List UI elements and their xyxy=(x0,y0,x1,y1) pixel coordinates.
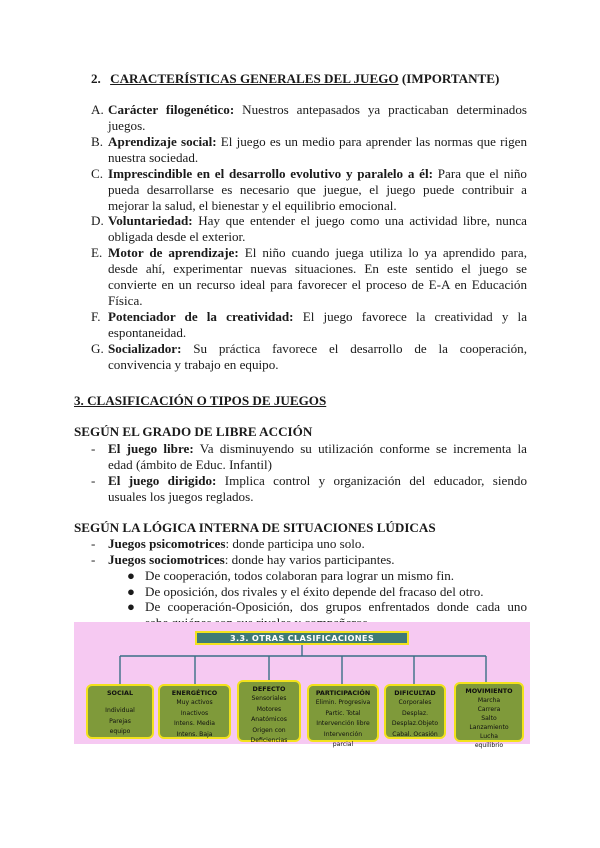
item-line: El juego favorece la creatividad y la xyxy=(293,308,528,324)
item-marker: F. xyxy=(91,308,101,324)
box-line: Intens. Baja xyxy=(176,730,213,738)
box-line: equipo xyxy=(109,728,131,735)
box-line: Anatómicos xyxy=(251,716,287,723)
diagram-box-energetico xyxy=(158,684,231,739)
item-marker: G. xyxy=(91,340,104,356)
item-marker: - xyxy=(91,441,96,456)
item-line: : donde participa uno solo. xyxy=(225,536,365,551)
item-line: convivencia y trabajo en equipo. xyxy=(108,356,279,372)
box-line: Corporales xyxy=(398,699,432,706)
box-line: Sensoriales xyxy=(251,695,287,702)
item-term: El juego libre: xyxy=(108,441,194,456)
item-line: El juego es un medio para aprender las normas que rigen xyxy=(216,133,527,149)
item-term: Socializador: xyxy=(108,340,182,356)
item-term: El juego dirigido: xyxy=(108,472,217,488)
box-line: Desplaz.Objeto xyxy=(391,720,439,727)
section-2-title: CARACTERÍSTICAS GENERALES DEL JUEGO xyxy=(110,71,399,86)
box-line: Elimin. Progresiva xyxy=(315,699,371,706)
box-line: Origen con xyxy=(252,726,286,734)
box-line: Salto xyxy=(481,715,497,722)
diagram-title: 3.3. OTRAS CLASIFICACIONES xyxy=(195,631,409,645)
item-line: Implica control y organización del educador, siendo xyxy=(216,472,527,488)
box-line: Marcha xyxy=(477,697,501,704)
item-term: Potenciador de la creatividad: xyxy=(108,308,294,324)
item-term: Carácter filogenético: xyxy=(108,102,235,117)
box-line: Deficiencias xyxy=(250,737,288,744)
item-line: juegos. xyxy=(108,118,146,133)
item-line: desde ahí, experimentar nuevas situaciones. En este sentido el juego se xyxy=(108,261,527,277)
diagram-box-dificultad xyxy=(384,684,446,739)
section-3-title: 3. CLASIFICACIÓN O TIPOS DE JUEGOS xyxy=(74,393,327,408)
item-line: Para que el niño xyxy=(433,165,527,181)
box-line: Intens. Media xyxy=(173,720,215,727)
diagram-box-defecto xyxy=(237,680,301,742)
section-2-heading xyxy=(91,71,531,87)
box-heading: DIFICULTAD xyxy=(394,689,436,697)
sub2-heading: SEGÚN LA LÓGICA INTERNA DE SITUACIONES LÚDICAS xyxy=(74,520,436,535)
box-line: Cabal. Ocasión xyxy=(392,730,438,738)
item-line: Va disminuyendo su utilización conforme se incrementa la xyxy=(193,441,527,456)
item-term: Juegos sociomotrices xyxy=(108,551,225,567)
box-heading: ENERGÉTICO xyxy=(171,689,218,697)
box-line: Partic. Total xyxy=(325,709,361,717)
item-marker: - xyxy=(91,536,96,551)
section-2-note: (IMPORTANTE) xyxy=(398,71,500,86)
diagram-box-movimiento xyxy=(454,682,524,749)
item-line: pueda desarrollarse es necesario que juegue, el juego puede contribuir a xyxy=(108,181,527,197)
item-line: nuestra sociedad. xyxy=(108,149,199,165)
item-line: De cooperación-Oposición, dos grupos enfrentados donde cada uno xyxy=(145,599,527,615)
box-heading: SOCIAL xyxy=(106,689,134,697)
item-line: usuales los juegos reglados. xyxy=(108,488,254,504)
item-marker: - xyxy=(91,551,96,567)
item-line: espontaneidad. xyxy=(108,324,187,340)
item-marker: ● xyxy=(127,583,135,599)
sub1-heading: SEGÚN EL GRADO DE LIBRE ACCIÓN xyxy=(74,424,313,439)
box-line: Lanzamiento xyxy=(469,724,509,731)
item-line: : donde hay varios participantes. xyxy=(224,551,395,567)
item-term: Juegos psicomotrices xyxy=(108,536,226,551)
item-line: De cooperación, todos colaboran para lograr un mismo fin. xyxy=(145,568,455,583)
item-marker: D. xyxy=(91,213,104,229)
item-term: Aprendizaje social: xyxy=(108,133,217,149)
box-line: Inactivos xyxy=(180,709,209,717)
item-term: Voluntariedad: xyxy=(108,213,193,229)
item-term: Imprescindible en el desarrollo evolutivo y paralelo a él: xyxy=(108,165,433,181)
item-marker: E. xyxy=(91,245,103,261)
item-line: Hay que entender el juego como una actividad libre, nunca xyxy=(192,213,527,229)
item-marker: C. xyxy=(91,165,104,181)
box-line: Lucha xyxy=(479,733,499,740)
box-line: equilibrio xyxy=(474,742,504,749)
box-heading: DEFECTO xyxy=(252,685,286,693)
item-line: Su práctica favorece el desarrollo de la cooperación, xyxy=(181,340,527,356)
item-line: Física. xyxy=(108,293,143,309)
item-line: obligada desde el exterior. xyxy=(108,229,246,245)
box-line: Muy activos xyxy=(176,699,213,706)
item-line: convierte en un recurso ideal para favorecer el proceso de E-A en Educación xyxy=(108,277,527,293)
item-line: El niño cuando juega utiliza lo ya aprendido para, xyxy=(238,245,527,261)
box-line: Desplaz. xyxy=(401,709,429,717)
item-line: mejorar la salud, el bienestar y el equilibrio emocional. xyxy=(108,197,397,213)
box-line: Carrera xyxy=(477,706,501,713)
section-2-number: 2. xyxy=(91,71,101,86)
box-heading: MOVIMIENTO xyxy=(465,687,513,695)
item-line: De oposición, dos rivales y el éxito depende del fracaso del otro. xyxy=(145,583,484,599)
item-term: Motor de aprendizaje: xyxy=(108,245,239,261)
box-line: Intervención libre xyxy=(316,720,370,727)
item-marker: A. xyxy=(91,102,104,117)
box-line: parcial xyxy=(332,741,354,748)
box-line: Individual xyxy=(105,707,135,714)
box-heading: PARTICIPACIÓN xyxy=(315,689,371,697)
diagram-box-participacion xyxy=(307,684,379,748)
item-marker: - xyxy=(91,472,96,488)
box-line: Intervención xyxy=(323,730,363,738)
item-marker: ● xyxy=(127,599,135,615)
classification-diagram xyxy=(74,622,530,749)
item-marker: ● xyxy=(127,568,135,583)
box-line: Parejas xyxy=(109,717,131,725)
item-line: edad (ámbito de Educ. Infantil) xyxy=(108,457,272,472)
box-line: Motores xyxy=(256,705,282,713)
diagram-box-social xyxy=(86,684,154,739)
item-marker: B. xyxy=(91,133,104,149)
item-line: Nuestros antepasados ya practicaban determinados xyxy=(234,102,527,117)
